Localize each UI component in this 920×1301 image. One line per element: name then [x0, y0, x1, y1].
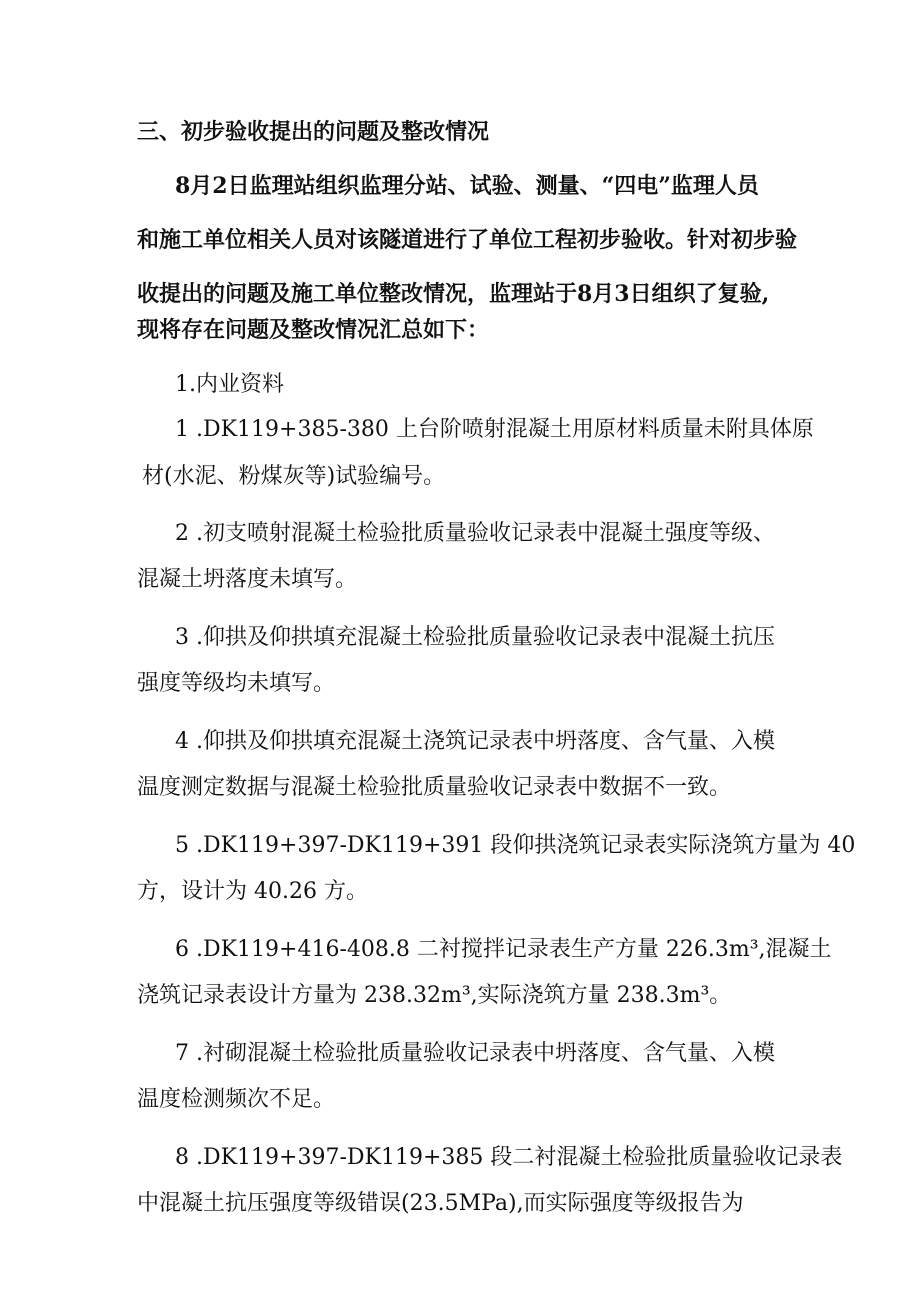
item-5-line-2: 方，设计为 40.26 方。 [137, 879, 368, 904]
item-7-line-2: 温度检测频次不足。 [137, 1087, 336, 1112]
item-1-line-1: 1 .DK119+385-380 上台阶喷射混凝土用原材料质量未附具体原 [175, 417, 814, 442]
item-8-line-2: 中混凝土抗压强度等级错误(23.5MPa),而实际强度等级报告为 [137, 1191, 744, 1216]
intro-line-2: 和施工单位相关人员对该隧道进行了单位工程初步验收。针对初步验 [137, 227, 798, 253]
subsection-heading: 1.内业资料 [175, 372, 284, 397]
item-6-line-1: 6 .DK119+416-408.8 二衬搅拌记录表生产方量 226.3m³,混凝土 [175, 937, 832, 962]
item-3-line-1: 3 .仰拱及仰拱填充混凝土检验批质量验收记录表中混凝土抗压 [175, 625, 775, 650]
item-6-line-2: 浇筑记录表设计方量为 238.32m³,实际浇筑方量 238.3m³。 [137, 983, 732, 1008]
item-2-line-1: 2 .初支喷射混凝土检验批质量验收记录表中混凝土强度等级、 [175, 521, 775, 546]
item-7-line-1: 7 .衬砌混凝土检验批质量验收记录表中坍落度、含气量、入模 [175, 1041, 775, 1066]
item-1-line-2: 材(水泥、粉煤灰等)试验编号。 [142, 464, 446, 489]
intro-line-4: 现将存在问题及整改情况汇总如下： [137, 317, 490, 343]
item-8-line-1: 8 .DK119+397-DK119+385 段二衬混凝土检验批质量验收记录表 [175, 1145, 843, 1170]
item-4-line-2: 温度测定数据与混凝土检验批质量验收记录表中数据不一致。 [137, 775, 732, 800]
section-heading: 三、初步验收提出的问题及整改情况 [137, 119, 490, 145]
item-3-line-2: 强度等级均未填写。 [137, 671, 336, 696]
intro-line-1: 8月2日监理站组织监理分站、试验、测量、“四电”监理人员 [175, 173, 759, 199]
item-5-line-1: 5 .DK119+397-DK119+391 段仰拱浇筑记录表实际浇筑方量为 40 [175, 833, 856, 858]
intro-line-3: 收提出的问题及施工单位整改情况，监理站于8月3日组织了复验, [137, 281, 770, 307]
item-4-line-1: 4 .仰拱及仰拱填充混凝土浇筑记录表中坍落度、含气量、入模 [175, 729, 775, 754]
item-2-line-2: 混凝土坍落度未填写。 [137, 567, 358, 592]
